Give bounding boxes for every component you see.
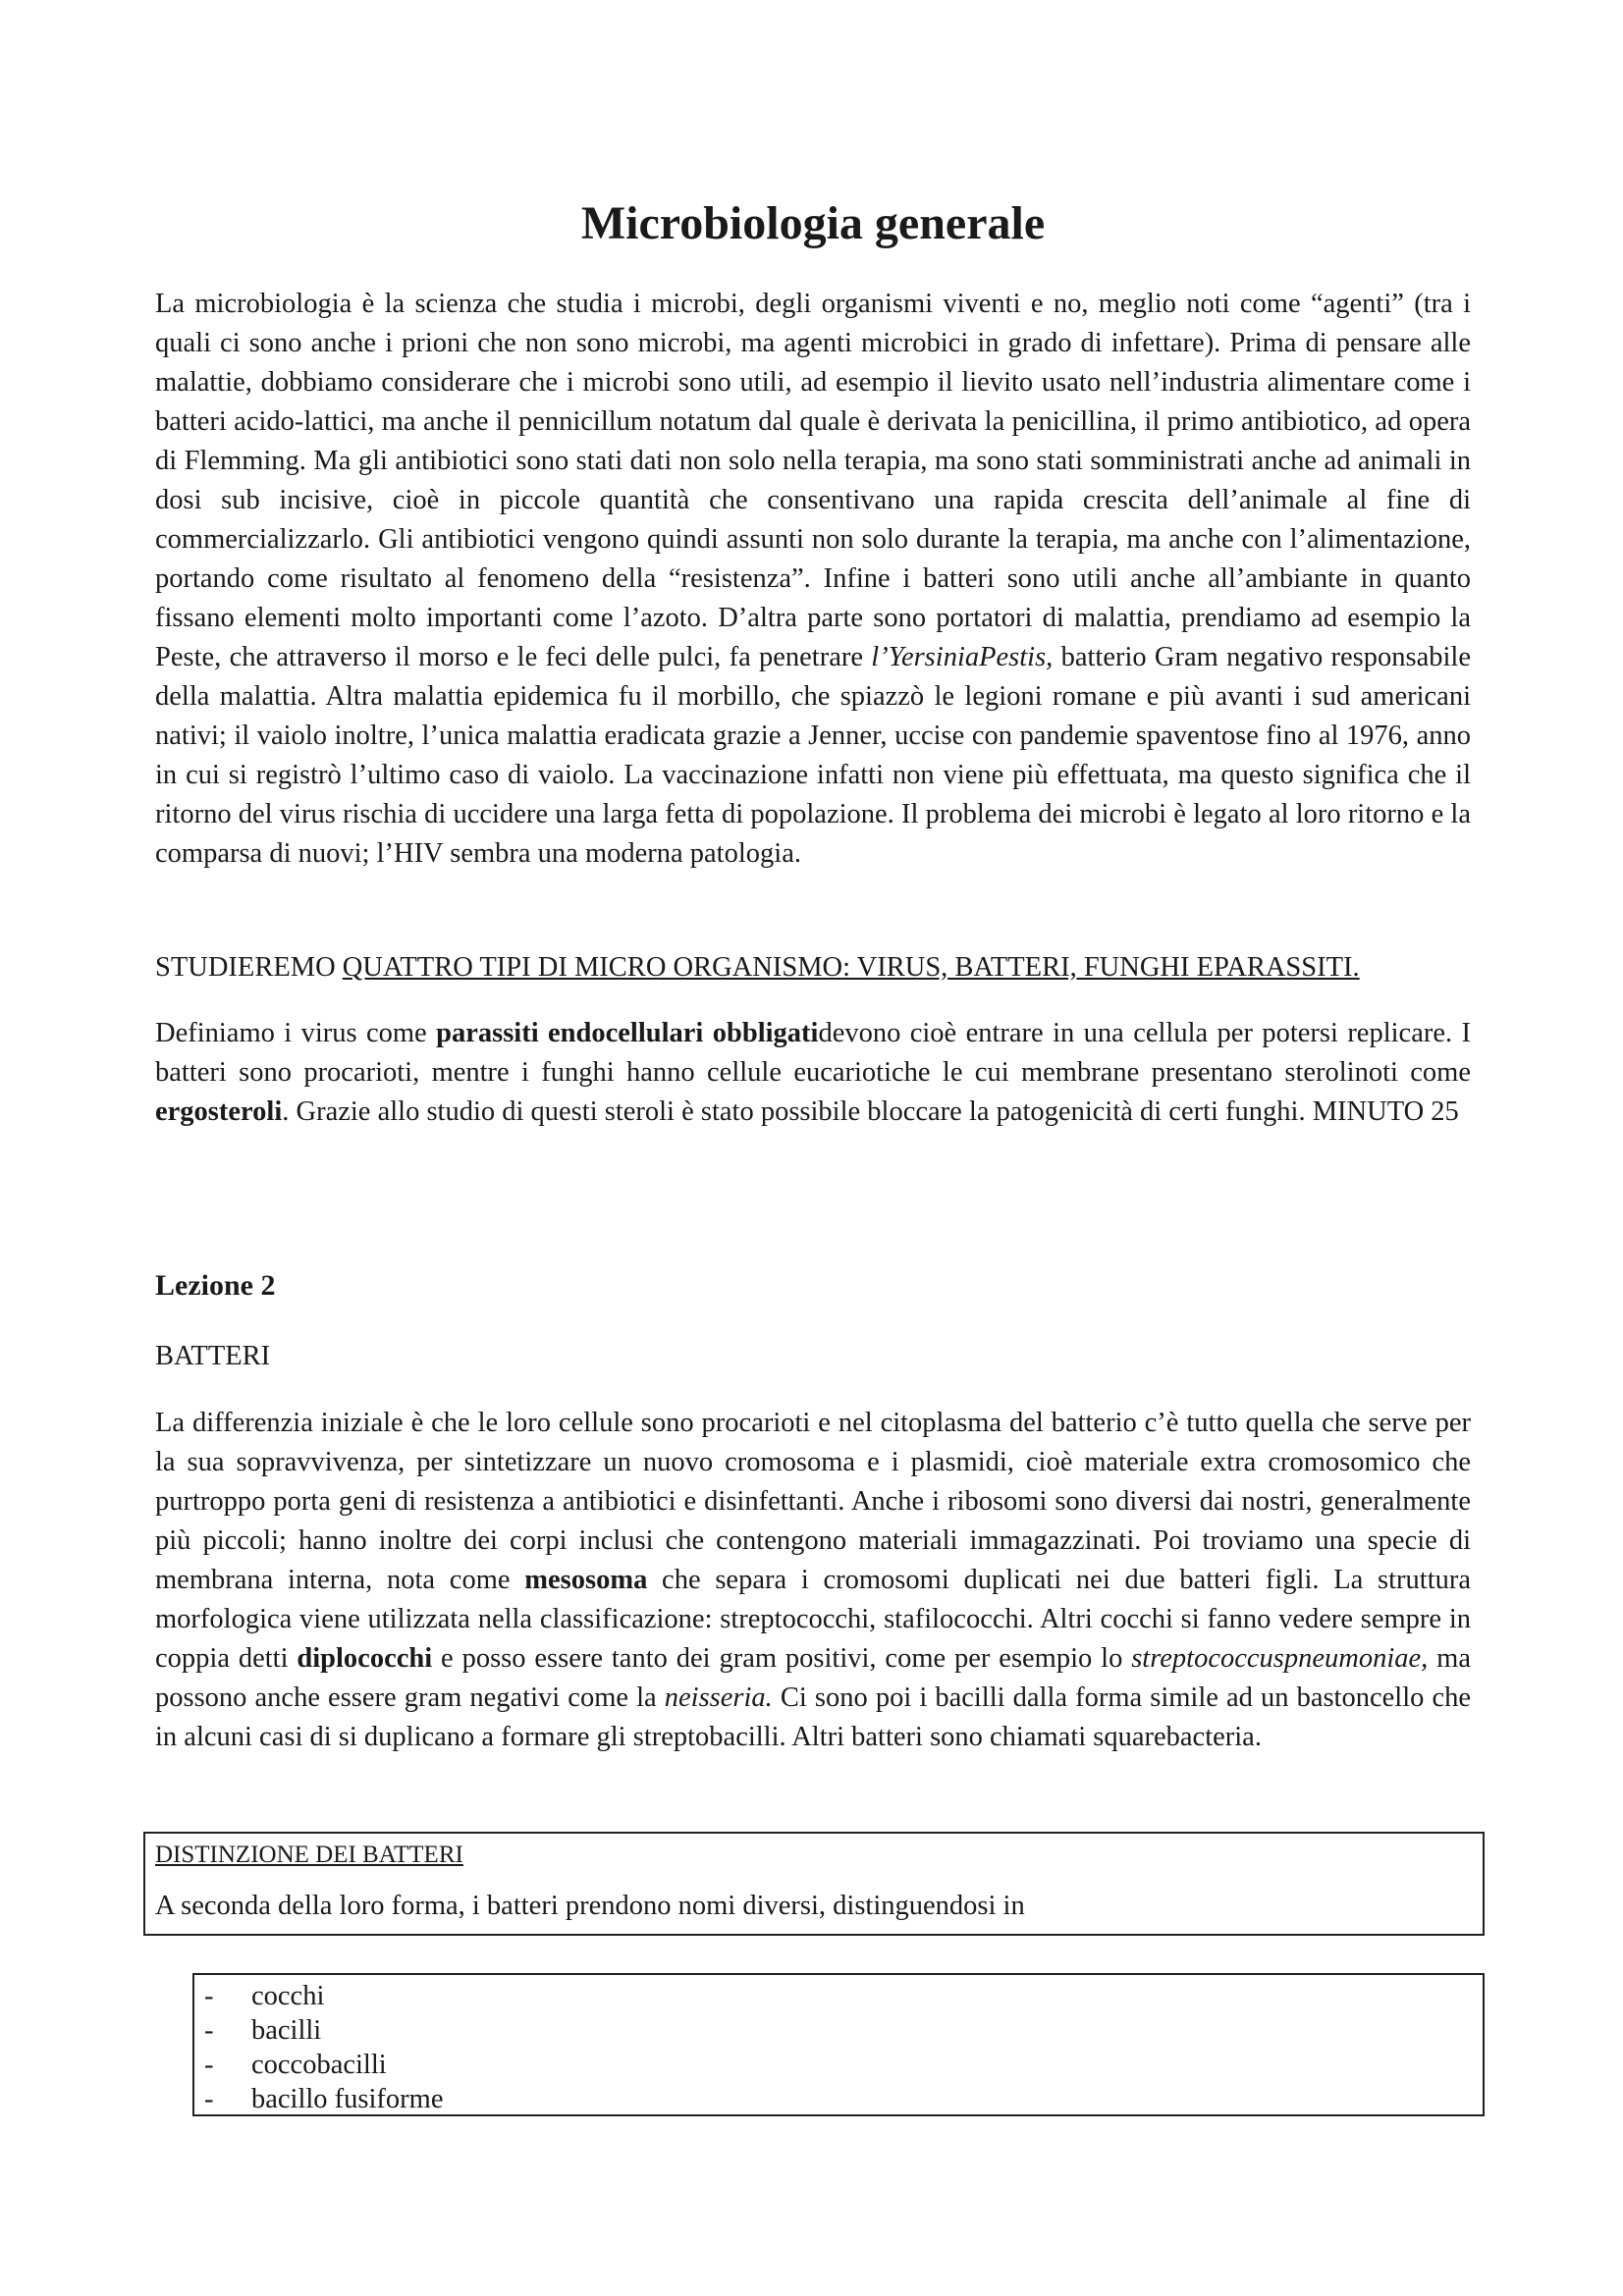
bacteria-bold-2: diplococchi bbox=[297, 1643, 433, 1674]
intro-text-1: La microbiologia è la scienza che studia i microbi, degli organismi viventi e no, meglio noti come “agenti” (tra i quali ci sono anche i prioni che non sono microbi, ma agenti microbici in grado di infettare). Prima di pensare alle malattie, dobbiamo considerare che i microbi sono utili, ad esempio il lievito usato nell’industria alimentare come i batteri acido-lattici, ma anche il pennicillum notatum dal quale è derivata la penicillina, il primo antibiotico, ad opera di Flemming. Ma gli antibiotici sono stati dati non solo nella terapia, ma sono stati somministrati anche ad animali in dosi sub incisive, cioè in piccole quantità che consentivano una rapida crescita dell’animale al fine di commercializzarlo. Gli antibiotici vengono quindi assunti non solo durante la terapia, ma anche con l’alimentazione, portando come risultato al fenomeno della “resistenza”. Infine i batteri sono utili anche all’ambiante in quanto fissano elementi molto importanti come l’azoto. D’altra parte sono portatori di malattia, prendiamo ad esempio la Peste, che attraverso il morso e le feci delle pulci, fa penetrare bbox=[155, 289, 1471, 672]
list-bullet: - bbox=[204, 2050, 214, 2080]
intro-paragraph bbox=[155, 285, 1471, 874]
virus-text-3: . Grazie allo studio di questi steroli è stato possibile bloccare la patogenicità di certi funghi. MINUTO 25 bbox=[282, 1096, 1459, 1127]
study-prefix: STUDIEREMO bbox=[155, 952, 343, 983]
shapes-list-box bbox=[192, 1973, 1485, 2116]
bacteria-text-4: ma possono anche essere gram negativi come la bbox=[155, 1643, 1471, 1713]
list-bullet: - bbox=[204, 2084, 214, 2114]
virus-bold-1: parassiti endocellulari obbligati bbox=[436, 1018, 819, 1048]
list-item-label: bacillo fusiforme bbox=[251, 2084, 444, 2114]
list-item-label: cocchi bbox=[251, 1981, 325, 2011]
distinction-text: A seconda della loro forma, i batteri prendono nomi diversi, distinguendosi in bbox=[155, 1891, 1025, 1921]
yersinia-term: l’YersiniaPestis, bbox=[871, 642, 1054, 672]
bacteria-bold-1: mesosoma bbox=[524, 1565, 648, 1595]
list-bullet: - bbox=[204, 2015, 214, 2046]
list-item-label: bacilli bbox=[251, 2015, 322, 2046]
study-line bbox=[155, 948, 1471, 988]
bacteria-text-3: e posso essere tanto dei gram positivi, come per esempio lo bbox=[432, 1643, 1132, 1674]
lesson-heading: Lezione 2 bbox=[155, 1269, 276, 1302]
virus-text-1: Definiamo i virus come bbox=[155, 1018, 437, 1048]
virus-paragraph bbox=[155, 1014, 1471, 1132]
bacteria-text-1: La differenzia iniziale è che le loro cellule sono procarioti e nel citoplasma del batterio c’è tutto quella che serve per la sua sopravvivenza, per sintetizzare un nuovo cromosoma e i plasmidi, cioè materiale extra cromosomico che purtroppo porta geni di resistenza a antibiotici e disinfettanti. Anche i ribosomi sono diversi dai nostri, generalmente più piccoli; hanno inoltre dei corpi inclusi che contengono materiali immagazzinati. Poi troviamo una specie di membrana interna, nota come bbox=[155, 1408, 1471, 1595]
virus-text-2: devono cioè entrare in una cellula per potersi replicare. I batteri sono procarioti, mentre i funghi hanno cellule eucariotiche le cui membrane presentano sterolinoti come bbox=[155, 1018, 1471, 1088]
intro-text-2: batterio Gram negativo responsabile della malattia. Altra malattia epidemica fu il morbillo, che spiazzò le legioni romane e più avanti i sud americani nativi; il vaiolo inoltre, l’unica malattia eradicata grazie a Jenner, uccise con pandemie spaventose fino al 1976, anno in cui si registrò l’ultimo caso di vaiolo. La vaccinazione infatti non viene più effettuata, ma questo significa che il ritorno del virus rischia di uccidere una larga fetta di popolazione. Il problema dei microbi è legato al loro ritorno e la comparsa di nuovi; l’HIV sembra una moderna patologia. bbox=[155, 642, 1471, 869]
list-item bbox=[204, 2082, 443, 2116]
bacteria-italic-1: streptococcuspneumoniae, bbox=[1131, 1643, 1429, 1674]
page-title: Microbiologia generale bbox=[580, 197, 1046, 249]
list-item bbox=[204, 2048, 443, 2082]
distinction-heading: DISTINZIONE DEI BATTERI bbox=[155, 1842, 463, 1868]
study-underlined: QUATTRO TIPI DI MICRO ORGANISMO: VIRUS, BATTERI, FUNGHI EPARASSITI. bbox=[342, 952, 1360, 983]
distinction-box bbox=[143, 1832, 1485, 1936]
list-item-label: coccobacilli bbox=[251, 2050, 387, 2080]
bacteria-italic-2: neisseria. bbox=[664, 1682, 773, 1713]
bacteria-text-2: che separa i cromosomi duplicati nei due batteri figli. La struttura morfologica viene utilizzata nella classificazione: streptococchi, stafilococchi. Altri cocchi si fanno vedere sempre in coppia detti bbox=[155, 1565, 1471, 1674]
list-item bbox=[204, 2013, 443, 2048]
shapes-list bbox=[204, 1979, 443, 2116]
bacteria-paragraph bbox=[155, 1404, 1471, 1757]
list-item bbox=[204, 1979, 443, 2013]
virus-bold-2: ergosteroli bbox=[155, 1096, 283, 1127]
section-heading: BATTERI bbox=[155, 1341, 271, 1371]
bacteria-text-5: Ci sono poi i bacilli dalla forma simile ad un bastoncello che in alcuni casi di si duplicano a formare gli streptobacilli. Altri batteri sono chiamati squarebacteria. bbox=[155, 1682, 1471, 1752]
list-bullet: - bbox=[204, 1981, 214, 2011]
